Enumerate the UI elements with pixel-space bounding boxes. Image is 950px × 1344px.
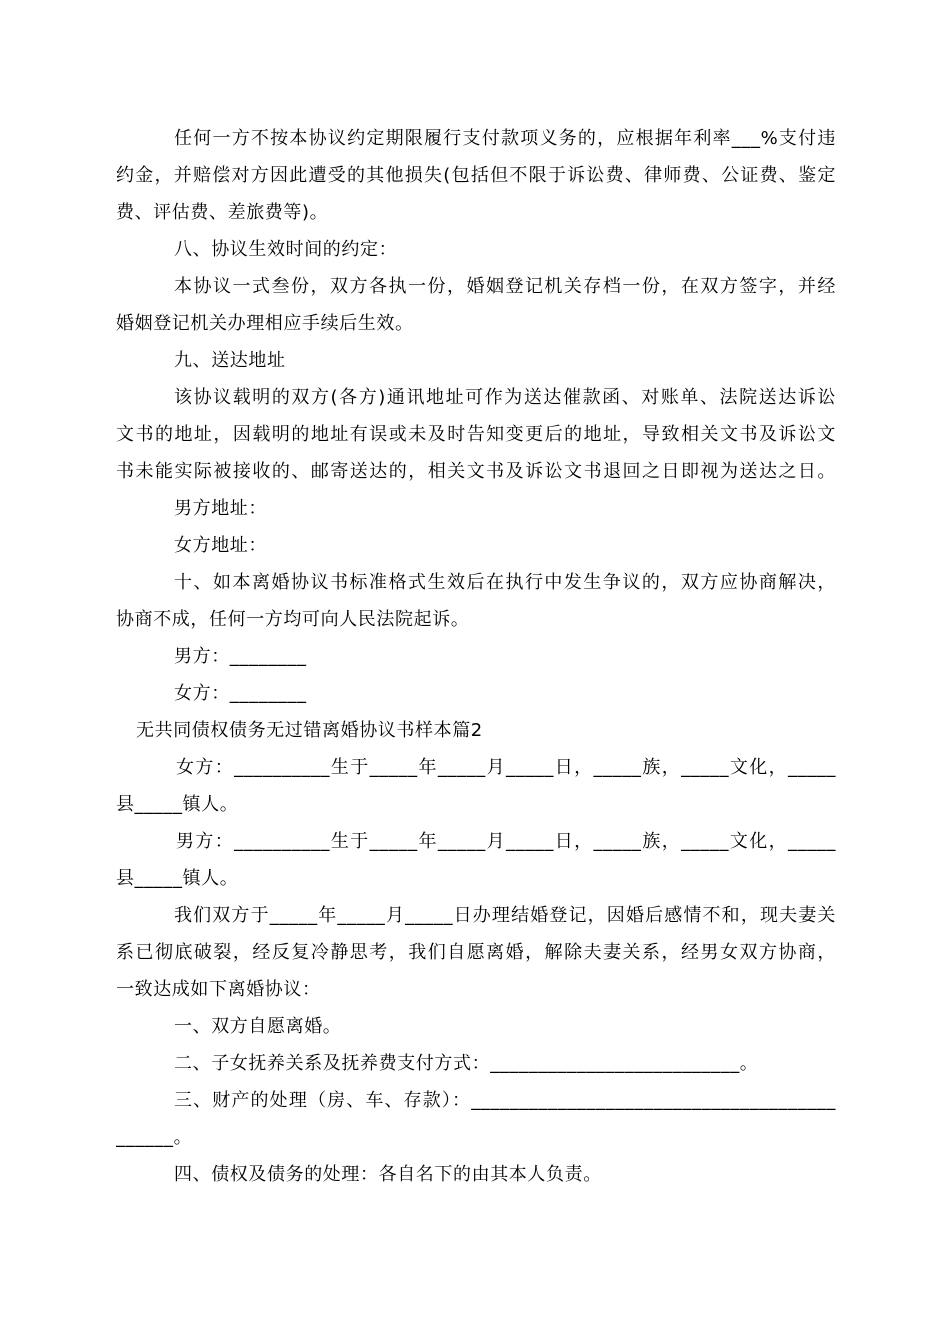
clause-line: 二、子女抚养关系及抚养费支付方式：__________________________。 (174, 1053, 759, 1074)
paragraph-line: 系已彻底破裂，经反复冷静思考，我们自愿离婚，解除夫妻关系，经男女双方协商， (116, 942, 836, 963)
document-body (116, 120, 836, 1193)
paragraph-line: 费、评估费、差旅费等)。 (116, 202, 329, 223)
male-address-label: 男方地址： (174, 498, 267, 519)
section-heading: 九、送达地址 (174, 350, 286, 371)
paragraph-line: 一致达成如下离婚协议： (116, 979, 321, 1000)
female-info-line: 女方：__________生于_____年_____月_____日，_____族，_____文化，_____ (176, 757, 836, 778)
paragraph-line: 该协议载明的双方(各方)通讯地址可作为送达催款函、对账单、法院送达诉讼 (174, 387, 836, 408)
section-heading: 八、协议生效时间的约定： (174, 239, 398, 260)
male-info-line: 男方：__________生于_____年_____月_____日，_____族，_____文化，_____ (176, 831, 836, 852)
section-title: 无共同债权债务无过错离婚协议书样本篇2 (136, 720, 483, 741)
clause-line: ______。 (116, 1127, 193, 1148)
paragraph-line: 文书的地址，因载明的地址有误或未及时告知变更后的地址，导致相关文书及诉讼文 (116, 424, 836, 445)
paragraph-line: 约金，并赔偿对方因此遭受的其他损失(包括但不限于诉讼费、律师费、公证费、鉴定 (116, 165, 836, 186)
clause-line: 四、债权及债务的处理：各自名下的由其本人负责。 (174, 1164, 602, 1185)
paragraph-line: 任何一方不按本协议约定期限履行支付款项义务的，应根据年利率___%支付违 (174, 128, 836, 149)
paragraph-line: 十、如本离婚协议书标准格式生效后在执行中发生争议的，双方应协商解决， (174, 572, 836, 593)
paragraph-line: 婚姻登记机关办理相应手续后生效。 (116, 313, 414, 334)
paragraph-line: 书未能实际被接收的、邮寄送达的，相关文书及诉讼文书退回之日即视为送达之日。 (116, 461, 836, 482)
paragraph-line: 我们双方于_____年_____月_____日办理结婚登记，因婚后感情不和，现夫妻关 (174, 905, 836, 926)
clause-line: 三、财产的处理（房、车、存款）：______________________________________ (174, 1090, 836, 1111)
paragraph-line: 协商不成，任何一方均可向人民法院起诉。 (116, 609, 470, 630)
female-signature-line: 女方：________ (174, 683, 307, 704)
clause-line: 一、双方自愿离婚。 (174, 1016, 342, 1037)
paragraph-line: 本协议一式叁份，双方各执一份，婚姻登记机关存档一份，在双方签字，并经 (174, 276, 836, 297)
male-signature-line: 男方：________ (174, 646, 307, 667)
female-address-label: 女方地址： (174, 535, 267, 556)
female-info-line: 县_____镇人。 (116, 794, 239, 815)
male-info-line: 县_____镇人。 (116, 868, 239, 889)
